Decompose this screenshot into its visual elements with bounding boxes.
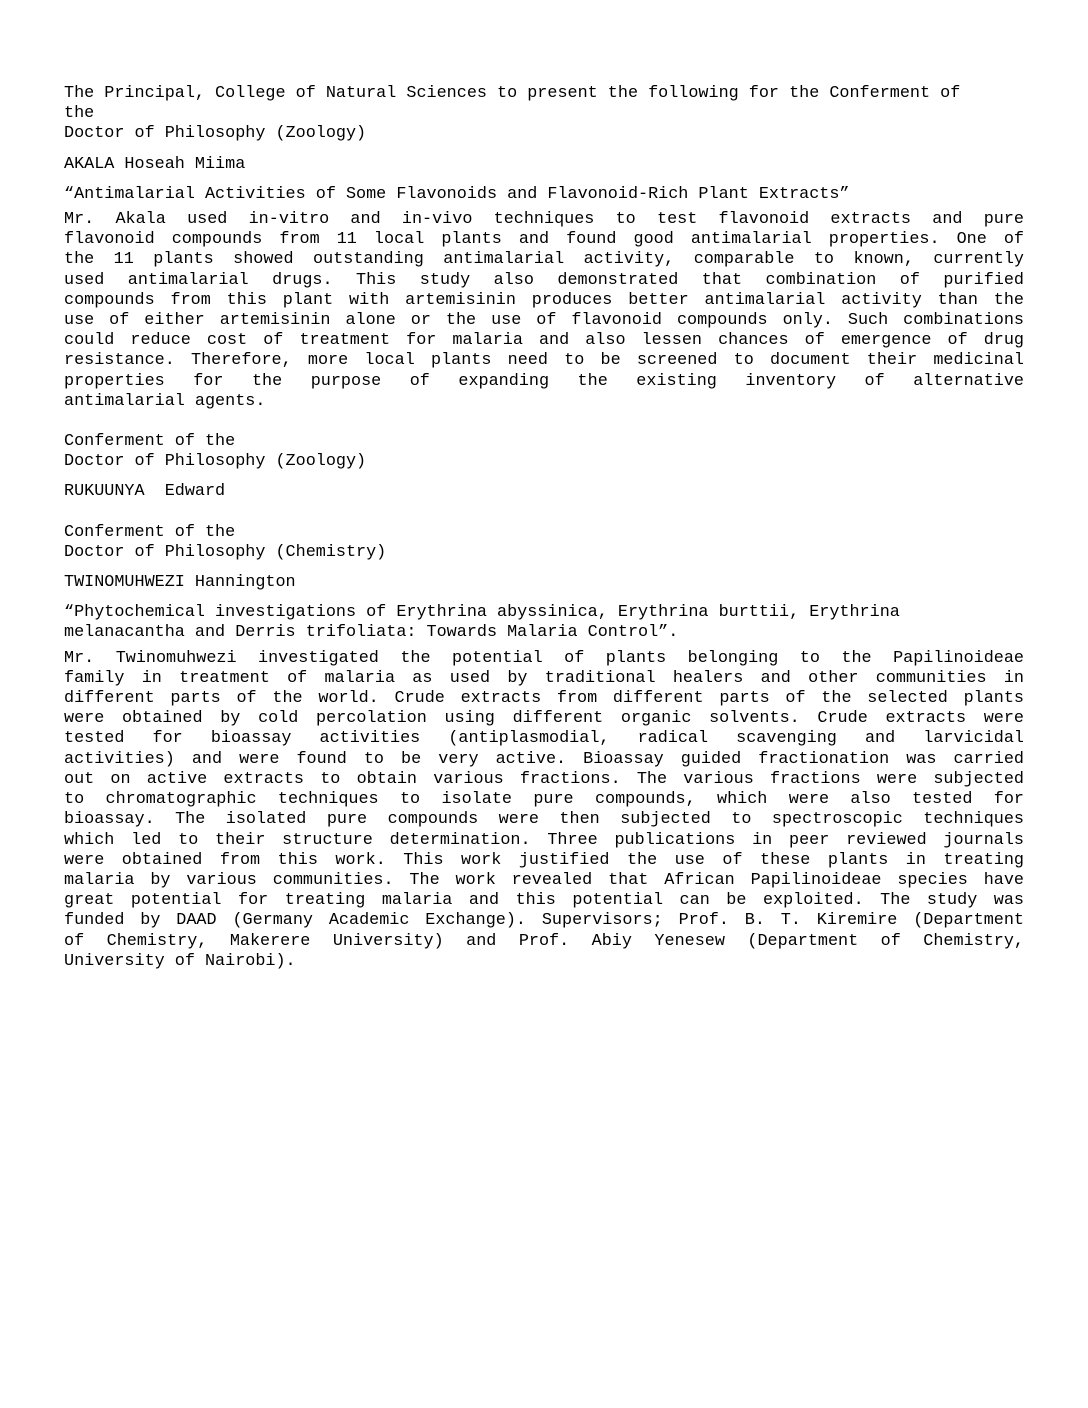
abstract-line: University of Nairobi). (64, 951, 296, 971)
abstract-line: different parts of the world. Crude extracts from different parts of the selected plants (64, 689, 1024, 709)
abstract-line: bioassay. The isolated pure compounds were then subjected to spectroscopic techniques (64, 810, 1024, 830)
abstract-line: were obtained from this work. This work justified the use of these plants in treating (64, 850, 1024, 870)
degree-heading: Doctor of Philosophy (Chemistry) (64, 542, 387, 562)
conferment-line: Conferment of the (64, 522, 236, 542)
abstract-line: the 11 plants showed outstanding antimalarial activity, comparable to known, currently (64, 250, 1024, 270)
abstract-line: properties for the purpose of expanding the existing inventory of alternative (64, 371, 1024, 391)
conferment-line: Conferment of the (64, 432, 236, 452)
abstract-line: compounds from this plant with artemisinin produces better antimalarial activity than the (64, 290, 1024, 310)
abstract-line: Mr. Twinomuhwezi investigated the potential of plants belonging to the Papilinoideae (64, 648, 1024, 668)
thesis-title: “Phytochemical investigations of Erythrina abyssinica, Erythrina burttii, Erythrina (64, 603, 900, 623)
degree-heading: Doctor of Philosophy (Zoology) (64, 124, 367, 144)
thesis-title: “Antimalarial Activities of Some Flavonoids and Flavonoid-Rich Plant Extracts” (64, 184, 850, 204)
abstract-line: could reduce cost of treatment for malaria and also lessen chances of emergence of drug (64, 331, 1024, 351)
abstract-line: use of either artemisinin alone or the use of flavonoid compounds only. Such combinations (64, 311, 1024, 331)
candidate-name: AKALA Hoseah Miima (64, 154, 246, 174)
abstract-line: family in treatment of malaria as used by traditional healers and other communities in (64, 668, 1024, 688)
abstract-line: out on active extracts to obtain various fractions. The various fractions were subjected (64, 769, 1024, 789)
abstract-line: resistance. Therefore, more local plants need to be screened to document their medicinal (64, 351, 1024, 371)
candidate-name: RUKUUNYA Edward (64, 482, 226, 502)
abstract-line: activities) and were found to be very active. Bioassay guided fractionation was carried (64, 749, 1024, 769)
document-page (64, 84, 1024, 972)
abstract-line: malaria by various communities. The work revealed that African Papilinoideae species have (64, 870, 1024, 890)
abstract-line: used antimalarial drugs. This study also demonstrated that combination of purified (64, 270, 1024, 290)
abstract-twinomuhwezi (64, 649, 1024, 972)
abstract-line: to chromatographic techniques to isolate pure compounds, which were also tested for (64, 790, 1024, 810)
intro-line: The Principal, College of Natural Sciences to present the following for the Conferment of (64, 84, 961, 103)
abstract-line: antimalarial agents. (64, 391, 266, 411)
candidate-name: TWINOMUHWEZI Hannington (64, 573, 296, 593)
abstract-line: Mr. Akala used in-vitro and in-vivo techniques to test flavonoid extracts and pure (64, 210, 1024, 230)
abstract-line: flavonoid compounds from 11 local plants and found good antimalarial properties. One of (64, 230, 1024, 250)
thesis-title: melanacantha and Derris trifoliata: Towards Malaria Control”. (64, 623, 679, 643)
degree-heading: Doctor of Philosophy (Zoology) (64, 452, 367, 472)
abstract-line: tested for bioassay activities (antiplasmodial, radical scavenging and larvicidal (64, 729, 1024, 749)
abstract-line: were obtained by cold percolation using different organic solvents. Crude extracts were (64, 709, 1024, 729)
abstract-line: of Chemistry, Makerere University) and Prof. Abiy Yenesew (Department of Chemistry, (64, 931, 1024, 951)
intro-line: the (64, 104, 95, 124)
abstract-line: great potential for treating malaria and this potential can be exploited. The study was (64, 891, 1024, 911)
abstract-line: funded by DAAD (Germany Academic Exchange). Supervisors; Prof. B. T. Kiremire (Department (64, 911, 1024, 931)
abstract-akala (64, 210, 1024, 412)
abstract-line: which led to their structure determination. Three publications in peer reviewed journals (64, 830, 1024, 850)
